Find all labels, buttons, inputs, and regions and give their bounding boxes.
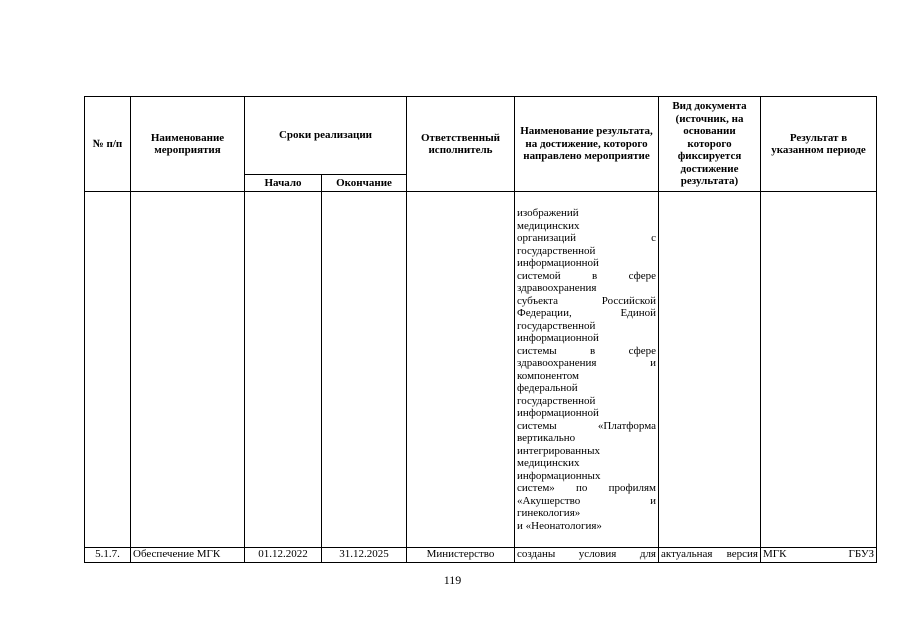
continuation-line: интегрированных (517, 444, 600, 457)
row-executor: Министерство (407, 548, 515, 563)
header-end: Окончание (322, 175, 407, 192)
continuation-line: федеральной (517, 382, 578, 394)
page-number: 119 (443, 573, 462, 587)
continuation-line: медицинских (517, 219, 580, 232)
header-start: Начало (245, 175, 322, 192)
continuation-line: информационной (517, 332, 599, 344)
row-result: созданы условия для (515, 548, 659, 563)
continuation-line: медицинских (517, 457, 580, 469)
continuation-line: компонентом (517, 369, 579, 382)
continuation-text (515, 192, 659, 548)
continuation-line: организаций с (517, 232, 656, 244)
continuation-line: системы в сфере (517, 344, 656, 357)
row-doc-type: актуальная версия (659, 548, 761, 563)
continuation-line: информационных (517, 469, 601, 482)
continuation-line: гинекология» (517, 507, 581, 519)
continuation-line: субъекта Российской (517, 294, 656, 307)
continuation-line: систем» по профилям (517, 482, 656, 494)
row-result-period: МГК ГБУЗ (761, 548, 877, 563)
continuation-line: информационной (517, 407, 599, 419)
row-name: Обеспечение МГК (131, 548, 245, 563)
continuation-line: государственной (517, 319, 596, 332)
continuation-line: изображений (517, 207, 579, 219)
table-row (85, 192, 877, 548)
header-name: Наименование мероприятия (131, 97, 245, 192)
continuation-line: государственной (517, 244, 596, 257)
continuation-line: вертикально (517, 432, 576, 444)
header-executor: Ответственный исполнитель (407, 97, 515, 192)
header-doc-type: Вид документа (источник, на основании которого фиксируется достижение результата) (659, 97, 761, 192)
row-end: 31.12.2025 (322, 548, 407, 563)
activities-table (84, 96, 877, 563)
header-result-period: Результат в указанном периоде (761, 97, 877, 192)
table-row (85, 548, 877, 563)
continuation-line: здравоохранения (517, 282, 597, 294)
continuation-line: Федерации, Единой (517, 307, 656, 319)
row-start: 01.12.2022 (245, 548, 322, 563)
continuation-line: информационной (517, 257, 599, 269)
continuation-line: «Акушерство и (517, 494, 656, 507)
continuation-line: государственной (517, 394, 596, 407)
continuation-line: и «Неонатология» (517, 519, 602, 532)
row-num: 5.1.7. (85, 548, 131, 563)
continuation-line: системы «Платформа (517, 419, 656, 432)
continuation-line: здравоохранения и (517, 357, 656, 369)
header-terms: Сроки реализации (245, 97, 407, 175)
header-result-name: Наименование результата, на достижение, которого направлено мероприятие (515, 97, 659, 192)
header-num: № п/п (85, 97, 131, 192)
continuation-line: системой в сфере (517, 269, 656, 282)
